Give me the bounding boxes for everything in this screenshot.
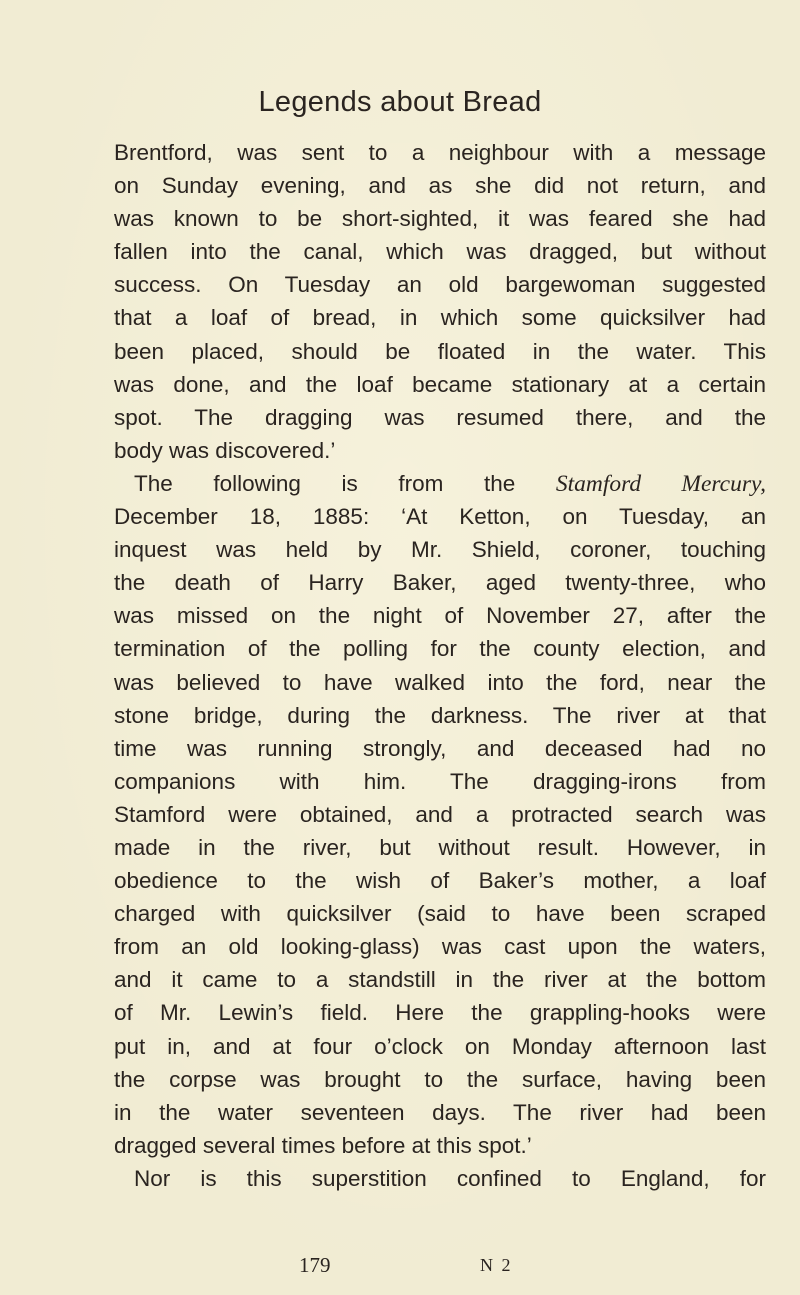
- text-line: success. On Tuesday an old bargewoman suggested: [114, 272, 766, 298]
- text-line: dragged several times before at this spot.’: [114, 1132, 532, 1158]
- quote-intro-line: [114, 467, 766, 500]
- text-line: time was running strongly, and deceased had no: [114, 735, 766, 761]
- text-line: companions with him. The dragging-irons from: [114, 768, 766, 794]
- text-line: inquest was held by Mr. Shield, coroner, touching: [114, 537, 766, 563]
- signature-mark: N 2: [480, 1255, 513, 1275]
- text-line: fallen into the canal, which was dragged, but without: [114, 239, 766, 265]
- text-line: body was discovered.’: [114, 437, 336, 463]
- text-line: been placed, should be floated in the water. This: [114, 338, 766, 364]
- text-line: obedience to the wish of Baker’s mother, a loaf: [114, 868, 766, 894]
- text-line: put in, and at four o’clock on Monday afternoon last: [114, 1033, 766, 1059]
- text-line: Stamford were obtained, and a protracted search was: [114, 801, 766, 827]
- quote-intro-text: The following is from the: [134, 470, 556, 496]
- text-line: on Sunday evening, and as she did not return, and: [114, 173, 766, 199]
- text-line: termination of the polling for the county election, and: [114, 636, 766, 662]
- text-line: was known to be short-sighted, it was feared she had: [114, 206, 766, 232]
- text-line: spot. The dragging was resumed there, and the: [114, 404, 766, 430]
- text-line: charged with quicksilver (said to have been scraped: [114, 901, 766, 927]
- text-line: from an old looking-glass) was cast upon the waters,: [114, 934, 766, 960]
- closing-line: Nor is this superstition confined to England, for: [134, 1165, 766, 1191]
- text-line: and it came to a standstill in the river at the bottom: [114, 967, 766, 993]
- text-line: the death of Harry Baker, aged twenty-three, who: [114, 570, 766, 596]
- text-line: in the water seventeen days. The river had been: [114, 1099, 766, 1125]
- text-line: the corpse was brought to the surface, having been: [114, 1066, 766, 1092]
- text-line: December 18, 1885: ‘At Ketton, on Tuesday, an: [114, 504, 766, 530]
- text-line: Brentford, was sent to a neighbour with a message: [114, 140, 766, 165]
- body-text: [114, 136, 766, 1195]
- text-line: made in the river, but without result. However, in: [114, 834, 766, 860]
- page-footer: [0, 1249, 800, 1283]
- text-line: stone bridge, during the darkness. The river at that: [114, 702, 766, 728]
- text-line: was believed to have walked into the ford, near the: [114, 669, 766, 695]
- newspaper-title: Stamford Mercury,: [555, 470, 766, 497]
- text-line: was done, and the loaf became stationary at a certain: [114, 371, 766, 397]
- page-number: 179: [299, 1253, 331, 1277]
- text-line: was missed on the night of November 27, after the: [114, 603, 766, 629]
- text-line: that a loaf of bread, in which some quicksilver had: [114, 305, 766, 331]
- text-line: of Mr. Lewin’s field. Here the grappling-hooks were: [114, 1000, 766, 1026]
- running-head: Legends about Bread: [258, 86, 542, 118]
